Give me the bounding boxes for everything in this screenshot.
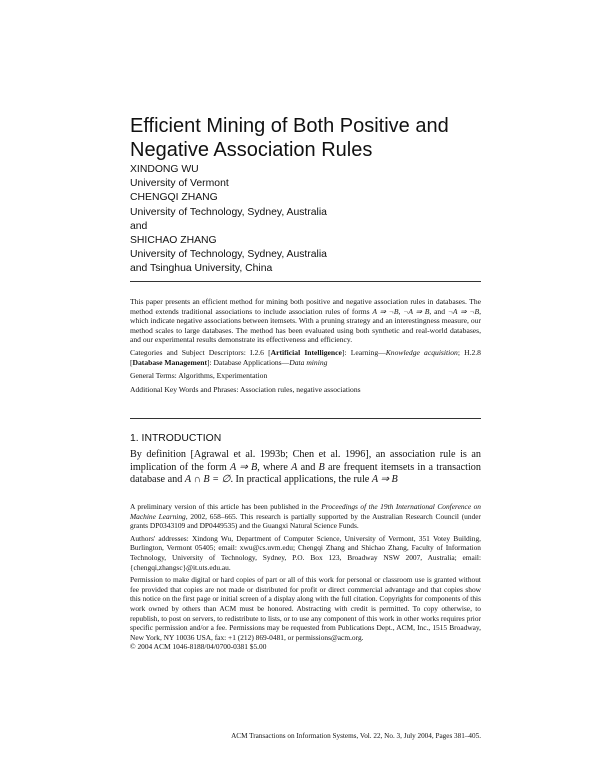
formula: ¬A ⇒ ¬B — [447, 306, 480, 316]
section-heading: 1. INTRODUCTION — [130, 433, 222, 444]
author-conjunction: and — [130, 220, 148, 232]
footnote-permission: Permission to make digital or hard copies of part or all of this work for personal or classroom use is granted without fee provided that copies are not made or distributed for profit or direct commercial advantage and that copies show this notice on the first page or initial screen of a display along with the full citation. Copyrights for components of this work owned by others than ACM must be honored. Abstracting with credit is permitted. To copy otherwise, to republish, to post on servers, to redistribute to lists, or to use any component of this work in other works requires prior specific permission and/or a fee. Permissions may be requested from Publications Dept., ACM, Inc., 1515 Broadway, New York, NY 10036 USA, fax: +1 (212) 869-0481, or permissions@acm.org. — [130, 575, 481, 642]
intro-paragraph: By definition [Agrawal et al. 1993b; Chen et al. 1996], an association rule is an implication of the form A ⇒ B, where A and B are frequent itemsets in a transaction database and A ∩ B = ∅. In practical applications, the rule A ⇒ B — [130, 449, 481, 485]
footnote-addresses: Authors' addresses: Xindong Wu, Department of Computer Science, University of Vermont, 351 Votey Building, Burlington, Vermont 05405; email: xwu@cs.uvm.edu; Chengqi Zhang and Shichao Zhang, Faculty of Information Technology, University of Technology, Sydney, P.O. Box 123, Broadway NSW 2007, Australia; email: {chengqi,zhangsc}@it.uts.edu.au. — [130, 533, 481, 572]
author-affiliation: and Tsinghua University, China — [130, 263, 273, 275]
title-line-1: Efficient Mining of Both Positive and — [130, 115, 449, 137]
divider — [130, 418, 481, 419]
journal-footer: ACM Transactions on Information Systems, Vol. 22, No. 3, July 2004, Pages 381–405. — [231, 732, 481, 740]
formula: A ∩ B = ∅ — [184, 474, 231, 485]
author-name: CHENGQI ZHANG — [130, 192, 218, 204]
author-affiliation: University of Vermont — [130, 178, 229, 190]
abstract — [130, 297, 481, 398]
footnote-preliminary: A preliminary version of this article has been published in the Proceedings of the 19th International Conference on Machine Learning, 2002, 658–665. This research is partially supported by the Australian Research Council (under grants DP0343109 and DP0449535) and the Guangxi Natural Science Funds. — [130, 502, 481, 531]
abstract-text: This paper presents an efficient method for mining both positive and negative association rules in databases. The method extends traditional associations to include association rules of forms A ⇒ ¬B, ¬A ⇒ B, and ¬A ⇒ ¬B, which indicate negative associations between itemsets. With a pruning strategy and an interestingness measure, our method scales to large databases. The method has been evaluated using both synthetic and real-world databases, and our experimental results demonstrate its effectiveness and efficiency. — [130, 297, 482, 345]
general-terms: General Terms: Algorithms, Experimentation — [130, 371, 268, 381]
categories: Categories and Subject Descriptors: I.2.6 [Artificial Intelligence]: Learning—Knowledge acquisition; H.2.8 [Database Management]: Database Applications—Data mining — [130, 347, 481, 367]
formula: A ⇒ ¬B, ¬A ⇒ B, — [372, 306, 432, 316]
footnote-block — [130, 502, 481, 652]
title-line-2: Negative Association Rules — [130, 139, 373, 161]
divider — [130, 281, 481, 282]
author-affiliation: University of Technology, Sydney, Australia — [130, 249, 327, 261]
author-block — [130, 163, 490, 277]
author-name: XINDONG WU — [130, 164, 199, 175]
footnote-copyright: © 2004 ACM 1046-8188/04/0700-0381 $5.00 — [130, 642, 267, 652]
paper-title — [130, 114, 490, 162]
keywords: Additional Key Words and Phrases: Association rules, negative associations — [130, 384, 361, 394]
author-affiliation: University of Technology, Sydney, Australia — [130, 206, 327, 218]
formula: A ⇒ B — [371, 474, 398, 485]
author-name: SHICHAO ZHANG — [130, 235, 217, 247]
formula: A ⇒ B — [230, 461, 258, 473]
